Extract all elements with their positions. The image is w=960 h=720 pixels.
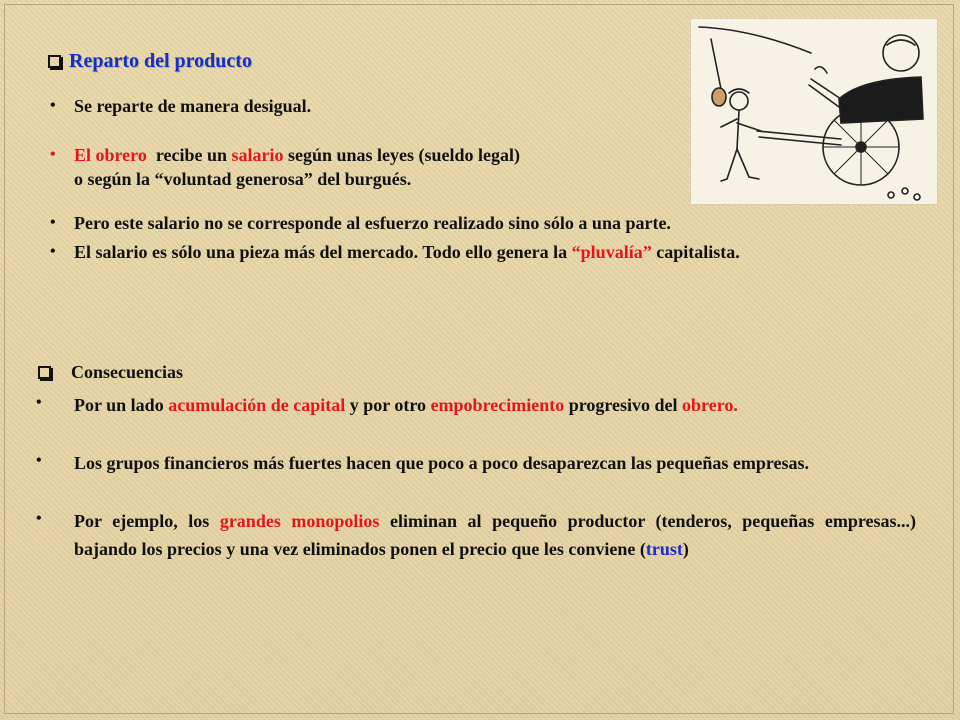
text-obrero: obrero. bbox=[682, 395, 738, 415]
text-eliminan-productor: eliminan al pequeño productor (tenderos, pequeñas empresas...) bajando los precios y una vez eliminados ponen el precio que les conviene ( bbox=[74, 511, 916, 559]
text-por-un-lado: Por un lado bbox=[74, 395, 169, 415]
text-empobrecimiento: empobrecimiento bbox=[430, 395, 565, 415]
text-close-paren: ) bbox=[682, 539, 689, 559]
section1-heading-text: Reparto del producto bbox=[69, 50, 252, 72]
section1-heading bbox=[48, 50, 252, 73]
section2-heading bbox=[38, 360, 183, 384]
text-recibe-un: recibe un bbox=[155, 145, 228, 165]
checkbox-square-icon bbox=[38, 366, 51, 379]
bullet-icon: • bbox=[36, 394, 42, 411]
bullet-icon: • bbox=[50, 243, 56, 260]
section1-item1: Se reparte de manera desigual. bbox=[74, 96, 312, 116]
section1-item4 bbox=[74, 240, 890, 264]
section2-item3 bbox=[74, 507, 916, 563]
rickshaw-cartoon-illustration bbox=[690, 18, 938, 205]
section2-heading-text: Consecuencias bbox=[71, 362, 183, 382]
text-por-ejemplo: Por ejemplo, los bbox=[74, 511, 220, 531]
text-grandes-monopolios: grandes monopolios bbox=[219, 511, 380, 531]
text-por-otro: y por otro bbox=[345, 395, 431, 415]
bullet-icon: • bbox=[50, 214, 56, 231]
text-capitalista: capitalista. bbox=[651, 242, 740, 262]
text-voluntad-generosa: o según la “voluntad generosa” del burgués. bbox=[74, 169, 412, 189]
section1-item3: Pero este salario no se corresponde al esfuerzo realizado sino sólo a una parte. bbox=[74, 213, 671, 233]
section2-item2: Los grupos financieros más fuertes hacen que poco a poco desaparezcan las pequeñas empresas. bbox=[74, 453, 810, 473]
whip-line bbox=[699, 27, 811, 53]
text-progresivo: progresivo del bbox=[564, 395, 683, 415]
worker-head bbox=[730, 92, 748, 110]
passenger-body bbox=[839, 77, 923, 123]
bullet-icon: • bbox=[50, 97, 56, 114]
bullet-icon: • bbox=[36, 452, 42, 469]
text-pluvalia: “pluvalía” bbox=[571, 242, 652, 262]
text-acumulacion-capital: acumulación de capital bbox=[168, 395, 346, 415]
text-el-obrero: El obrero bbox=[74, 145, 147, 165]
checkbox-square-icon bbox=[48, 55, 61, 68]
bullet-icon: • bbox=[36, 510, 42, 527]
section1-item2 bbox=[74, 143, 694, 191]
text-segun-leyes: según unas leyes (sueldo legal) bbox=[288, 145, 521, 165]
bullet-icon: • bbox=[50, 146, 56, 163]
text-salario: salario bbox=[231, 145, 284, 165]
text-salario-pieza: El salario es sólo una pieza más del mercado. Todo ello genera la bbox=[74, 242, 572, 262]
text-trust: trust bbox=[645, 539, 683, 559]
cartoon-drawing bbox=[691, 19, 937, 204]
section2-item1 bbox=[74, 391, 916, 419]
